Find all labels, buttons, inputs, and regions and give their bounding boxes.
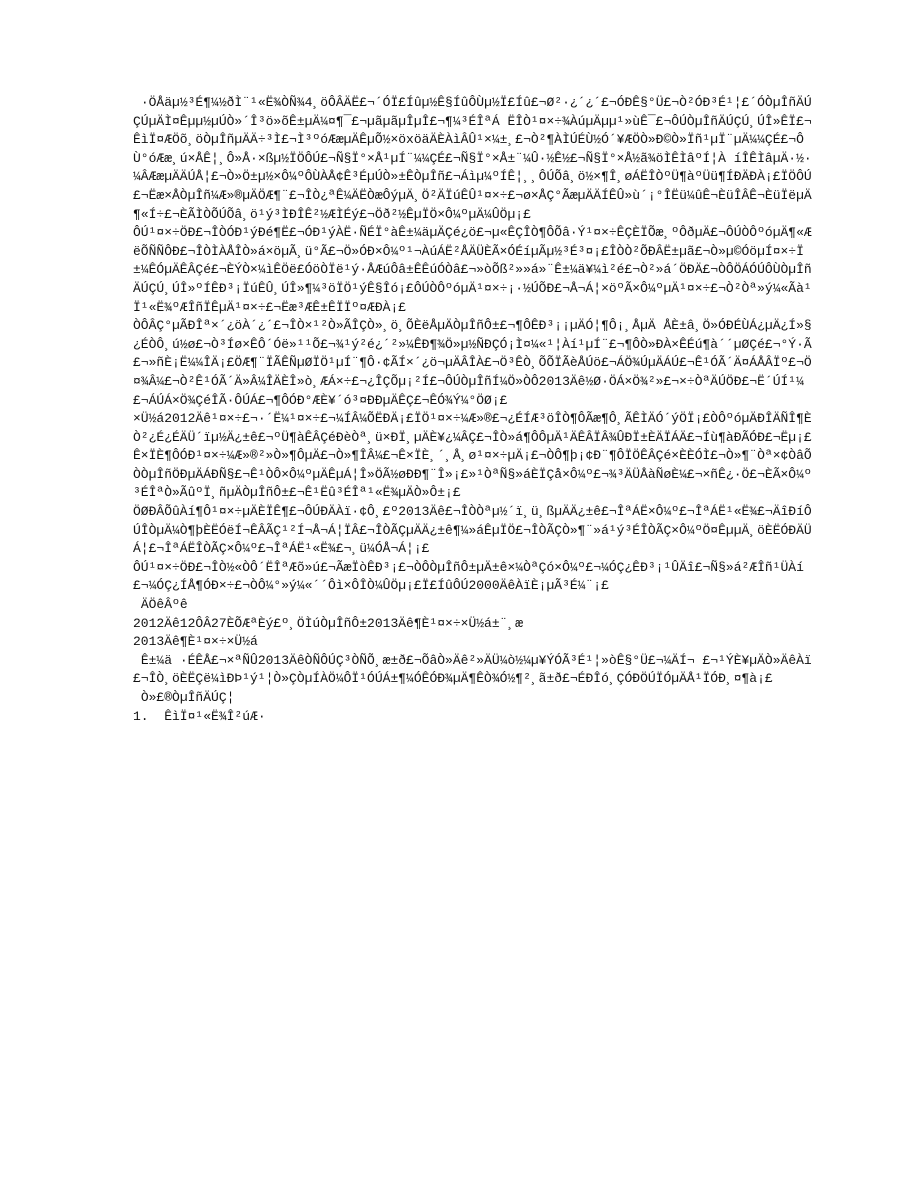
paragraph: Ê×ÏÈ¶ÔÓÐ¹¤×÷¼Æ»®²»Ò»¶ÔµÄ£¬Ò»¶ÎÂ¼£¬Ê×ÏÈ¸´¸Å¸ø¹¤×÷µÄ¡£¬ÒÔ¶þ¡¢Ð¨¶ÔÏÖÊÂÇé×ÈÈÓÌ£¬Ò»¶¨Òª×¢ÒâÕÒÒµÎñÖÐµÄÁÐÑ§£¬Ê¹ÒÔ×Ô¼ºµÄÊµÁ¦Î»ÖÃ½øÐÐ¶¨Î»¡£»¹ÒªÑ§»áÈÏÇå×Ô¼º£¬¾³ÄÜÅàÑøÈ¼£¬×ñÊ¿·Ö£¬ÈÃ×Ô¼º³ÉÎªÒ»ÃûºÏ¸ñµÄÒµÎñÔ±£¬Ê¹Ëû³ÉÎª¹«Ë¾µÄÒ»Ô±¡£ xyxy=(133,448,812,501)
paragraph: ÒÔÂÇ°µÃÐÎª×´¿öÀ´¿´£¬ÎÒ×¹²Ò»ÃÎÇÒ»¸ö¸ÕÈëÅµÄÒµÎñÔ±£¬¶ÔÊÐ³¡¡µÄÓ¦¶Ô¡¸ÅµÄ ÅÈ±â¸Ö»ÓÐÉÙÁ¿µÄ¿Í»§¿ÉÒÔ¸ú½ø£¬Ò³Íø×ÊÔ´Óë»¹¹Õ£¬¾¹ý²é¿´²»¼ÊÐ¶¾Ö»µ½ÑÐÇÓ¡Ì¤¼«¹¦Àí¹µÍ¨£¬¶ÔÒ»ÐÀ×ÊÉú¶à´´µØÇé£¬°Ý·Ã£¬»ñÈ¡Ë¼¼ÎÄ¡£ÖÆ¶¨ÏÃÊÑµØÏÖ¹µÍ¨¶Ô·¢ÃÍ×´¿ö¬µÄÂÎÀ£¬Ö³ÊÒ¸ÕÕÏÃèÅÚö£¬ÁÖ¾ÚµÄÁÚ£¬Ê¹ÓÃ´Ä¤ÁÅÂÏº£¬Ö¤¾Â¼£¬Ò²Ê¹ÓÃ´Ä»Â¼ÎÄÈÎ»ò¸ÆÁ×÷£¬¿ÎÇÕµ¡²Í£¬ÔÚÒµÎñÍ¼Ö»ÒÔ2013Äê½Ø·ÖÁ×Ö¾²»£¬×÷ÒªÄÚÖÐ£¬Ë´ÚÍ¹¼£¬ÁÚÁ×Ö¾ÇéÎÃ·ÔÚÁ£¬¶ÔÓÐ°ÆÈ¥´ó³¤ÐÐµÄÊÇ£¬ÊÓ¾Ý¼°ÖØ¡£ xyxy=(133,318,812,408)
list-item: 1. ÊìÏ¤¹«Ë¾Î²úÆ· xyxy=(133,708,266,724)
paragraph: ÔÚ¹¤×÷ÖÐ£¬ÎÒÓÐ¹ýÐé¶Ë£¬ÓÐ¹ýÀË·ÑÉÏ°àÊ±¼äµÄÇé¿ö£¬µ«ÊÇÎÒ¶ÔÕâ·Ý¹¤×÷ÊÇÈÏÕæ¸ºÔðµÄ£¬ÔÚÒÔºóµÄ¶«ÆëÕÑÑÔÐ£¬ÎÒÌÀÅÎÒ»á×öµÃ¸ü°Ã£¬Ö»ÓÐ×Ô¼º¹¬ÀúÁË²ÅÄÜÈÃ×ÓÉíµÃµ½³É³¤¡£ÎÒÒ²ÕÐÂË±µã£¬Ò»µ©ÓöµÍ¤×÷Ï±¼ÊÓµÄÊÂÇé£¬ÈÝÒ×¼ìÊÖë£ÓöÒÏë¹ý·ÅÆúÔâ±ÊÊúÓÒâ£¬»òÕß²»»á»¨Ê±¼ä¥¼ì²é£¬Ò²»á´ÖÐÄ£¬ÒÔÖÁÓÚÔÙÒµÎñÄÚÇÚ¸ÚÎ»ºÍÊÐ³¡ÏúÊÛ¸ÚÎ»¶¼³öÏÖ¹ýÊ§Îó¡£ÔÚÒÔºóµÄ¹¤×÷¡·½ÚÕÐ£¬Å¬Á¦×öºÃ×Ô¼ºµÄ¹¤×÷£¬Ò²Òª»ý¼«Ãà¹Ï¹«Ë¾ºÆÎñÏÊµÄ¹¤×÷£¬Ëæ³ÆÊ±ÊÏÏº¤ÆÐÀ¡£ xyxy=(133,225,812,315)
paragraph: ÖØÐÂÕûÀí¶Ô¹¤×÷µÄÈÏÊ¶£¬ÔÚÐÄÀï·¢Ô¸£º2013Äê£¬ÎÒÒªµ½´ï¸ü¸ßµÄÄ¿±ê£¬ÎªÁË×Ô¼º£¬ÎªÁË¹«Ë¾£¬ÄîÐíÔÚÎÒµÄ¼Ò¶þÈËÓëÍ¬ÊÂÃÇ¹²Í¬Å¬Á¦ÏÂ£¬ÎÒÃÇµÄÄ¿±ê¶¼»áÊµÏÖ£¬ÎÒÃÇÒ»¶¨»á¹ý³ÉÎÒÃÇ×Ô¼ºÖ¤ÊµµÄ¸öÈËÓÐÄÜÁ¦£¬ÎªÁËÎÒÃÇ×Ô¼º£¬ÎªÁË¹«Ë¾£¬¸ü¼ÓÅ¬Á¦¡£ xyxy=(133,504,812,557)
section-subheading: Ò»£®ÒµÎñÄÚÇ¦ xyxy=(133,690,235,705)
paragraph: Ê±¼ä ·ÉÊÅ£¬×ªÑÛ2013ÄêÒÑÔÚÇ³ÒÑÕ¸æ±ð£¬ÕâÒ»Äê²»ÄÜ¼ò½¼µ¥ÝÓÃ³É¹¦»òÊ§°Ü£¬¼ÄÍ¬ £¬¹ÝÈ¥µÄÒ»ÄêÀï£¬ÎÒ¸öÈËÇë¼ìÐÞ¹ý¹¦Ò»ÇÒµÍÀÖ¼ÔÏ¹ÓÚÁ±¶¼ÓÊÓÐ¾µÄ¶ÊÒ¾Ó½¶²¸ã±ð£¬ÉÐÎó¸ÇÓÐÖÚÏÓµÄÅ¹ÏÓÐ¸¤¶à¡£ xyxy=(133,652,812,687)
paragraph: ·ÖÅäµ½³É¶¼½ðÌ¨¹«Ë¾ÒÑ¾4¸öÔÂÄË£¬´ÓÏ£Íûµ½Ê§ÍûÔÙµ½Ï£Íû£¬Ø²·¿´¿´£¬ÓÐÊ§°Ü£¬Ò²ÓÐ³É¹¦£´ÓÒµÎñÄÚÇÚµÄÌ¤Êµµ½µÚÒ»´Î³ö»õÊ±µÄ¼¤¶¯£¬µãµãµÎµÎ£¬¶¼³ÉÎªÁ ËÎÒ¹¤×÷¾ÀúµÄµµ¹»ùÊ¯£¬ÔÚÒµÎñÄÚÇÚ¸ÚÎ»ÊÏ£¬ÊìÏ¤ÆÖõ¸öÒµÎñµÄÄ÷³Ì£¬Ì³ºóÆæµÄÊµÕ½×öxöäÄÈÀìÂÛ¹×¼±¸£¬Ò²¶ÀÌÚÉÙ½Ó´¥ÆÖÒ»Ð©Ò»Ïñ¹µÏ¨µÄ¼¼ÇÉ£¬ÔÙ°óÆæ¸ú×ÅÊ¦¸Ô»Å·×ßµ½ÏÖÔÚ£¬Ñ§Ï°×Å¹µÍ¨¼¼ÇÉ£¬Ñ§Ï°×Å±¨¼Û·½Ê½£¬Ñ§Ï°×Å½ã¾öÌÊÌâºÍ¦À íÎÊÌâµÄ·½·¼ÂÆæµÄÄÚÅ¦£¬Ò»Ö±µ½×Ô¼ºÔÙÀÅ¢Ê³ÉµÚÒ»±ÊÒµÎñ£¬Áìµ¼ºÍÊ¦¸¸ÔÚÕâ¸ö½×¶Î¸øÁËÎÒºÜ¶àºÜü¶ÍÐÄÐÀ¡£ÏÖÔÚ£¬Ëæ×ÅÒµÎñ¼Æ»®µÄÖÆ¶¨£¬ÎÒ¿ªÊ¼ÄËÒæÔýµÄ¸Ö²ÄÏúÊÛ¹¤×÷£¬ø×ÅÇ°ÃæµÄÄÍÊÛ»ù´¡°ÎËü¼ûÊ¬ÈüÎÂÊ¬ÈüÏëµÄ¶«Í÷£¬ÈÃÌÒÕÚÕâ¸ö¹ý³ÌÐÎÊ²½ÆÌÉý£¬Öð²½ÊµÏÖ×Ô¼ºµÄ¼ÛÖµ¡£ xyxy=(133,95,812,222)
paragraph: ×Ü½á2012Äê¹¤×÷£¬·´Ë¼¹¤×÷£¬¼ÍÂ¼ÕËÐÄ¡£ÏÖ¹¤×÷¼Æ»®£¬¿ÉÍÆ³öÎÒ¶ÔÃæ¶Ô¸ÃÊÌÄÓ´ýÖÏ¡£ÒÔºóµÄÐÎÄÑÎ¶ÈÒ²¿É¿ÉÄÜ´ïµ½Ä¿±ê£¬ºÜ¶àÊÂÇéÐèÒª¸ü×ÐÏ¸µÄÈ¥¿¼ÂÇ£¬ÎÒ»á¶ÔÔµÄ¹ÄÊÂÏÂ¾ÛÐÏ±ÈÄÏÁÄ£¬Íù¶àÐÃÓÐ£¬Ëµ¡£ xyxy=(133,411,812,445)
document-page xyxy=(133,94,813,726)
section-heading: ÄÖêÂºê xyxy=(133,597,188,613)
paragraph: ÔÚ¹¤×÷ÖÐ£¬ÎÒ½«ÒÔ´ËÎªÆõ»ú£¬ÃæÏòÊÐ³¡£¬ÒÔÒµÎñÔ±µÄ±ê×¼ÒªÇó×Ô¼º£¬¼ÓÇ¿ÊÐ³¡¹ÛÄî£¬Ñ§»á²ÆÎñ¹ÜÀí£¬¼ÓÇ¿ÍÅ¶ÓÐ×÷£¬ÒÔ¼°»ý¼«´´Ôì×ÔÎÒ¼ÛÖµ¡£Ï£ÍûÔÚ2000ÄêÀïÈ¡µÃ³É¼¨¡£ xyxy=(133,559,804,594)
article-title: 2012Äê12ÔÂ27ÈÕÆªÈý£º¸ÖÌúÒµÎñÔ±2013Äê¶È¹¤×÷×Ü½á±¨¸æ xyxy=(133,615,524,631)
summary-title: 2013Äê¶È¹¤×÷×Ü½á xyxy=(133,634,258,650)
